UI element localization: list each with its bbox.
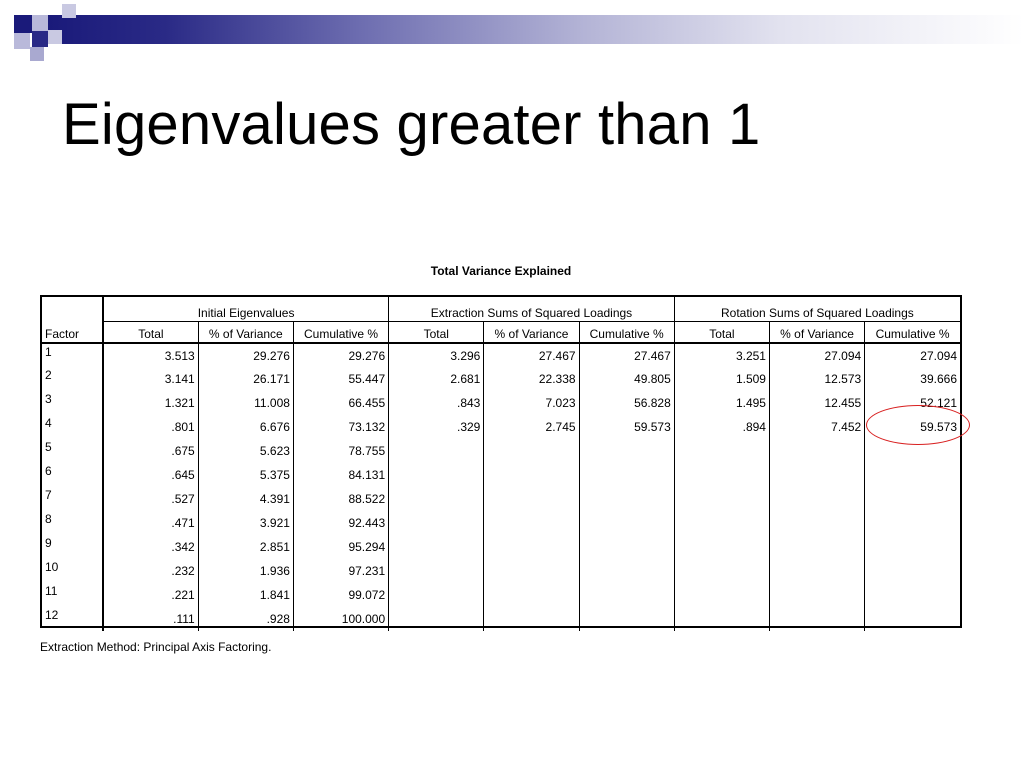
decor-square-light (30, 47, 44, 61)
value-cell (579, 487, 674, 511)
value-cell (579, 463, 674, 487)
value-cell (389, 559, 484, 583)
value-cell: 73.132 (293, 415, 388, 439)
value-cell: 88.522 (293, 487, 388, 511)
value-cell: .527 (103, 487, 198, 511)
value-cell: 55.447 (293, 367, 388, 391)
value-cell: 97.231 (293, 559, 388, 583)
variance-table-body (42, 343, 960, 631)
value-cell: 59.573 (579, 415, 674, 439)
factor-number-cell: 12 (45, 608, 59, 622)
decor-square-light (48, 30, 62, 44)
value-cell (674, 487, 769, 511)
value-cell: 29.276 (293, 343, 388, 367)
value-cell: 95.294 (293, 535, 388, 559)
group-header-initial: Initial Eigenvalues (103, 297, 389, 321)
value-cell (769, 487, 864, 511)
value-cell: 11.008 (198, 391, 293, 415)
value-cell (674, 583, 769, 607)
value-cell: 3.296 (389, 343, 484, 367)
value-cell (674, 463, 769, 487)
table-row (42, 367, 960, 391)
value-cell (674, 607, 769, 631)
value-cell: 52.121 (865, 391, 960, 415)
table-row (42, 439, 960, 463)
value-cell (389, 607, 484, 631)
value-cell (389, 535, 484, 559)
value-cell (484, 535, 579, 559)
column-header-total: Total (103, 321, 198, 343)
table-footnote: Extraction Method: Principal Axis Factoring. (40, 640, 272, 654)
value-cell (484, 511, 579, 535)
value-cell (484, 559, 579, 583)
value-cell: 29.276 (198, 343, 293, 367)
value-cell: 26.171 (198, 367, 293, 391)
table-row (42, 415, 960, 439)
value-cell: .894 (674, 415, 769, 439)
value-cell (769, 439, 864, 463)
factor-number-cell: 11 (45, 584, 58, 598)
value-cell: 7.452 (769, 415, 864, 439)
value-cell: 27.094 (769, 343, 864, 367)
value-cell: 39.666 (865, 367, 960, 391)
value-cell: 49.805 (579, 367, 674, 391)
value-cell (769, 583, 864, 607)
decor-square-light (62, 4, 76, 18)
column-header-cumulative: Cumulative % (579, 321, 674, 343)
factor-number-cell: 4 (45, 416, 52, 430)
value-cell: 84.131 (293, 463, 388, 487)
value-cell (865, 583, 960, 607)
value-cell (389, 487, 484, 511)
value-cell: .843 (389, 391, 484, 415)
variance-table (42, 297, 960, 631)
value-cell: 56.828 (579, 391, 674, 415)
value-cell: 66.455 (293, 391, 388, 415)
column-header-pct-variance: % of Variance (484, 321, 579, 343)
table-row (42, 583, 960, 607)
value-cell: 22.338 (484, 367, 579, 391)
group-header-blank (42, 297, 103, 321)
value-cell: 6.676 (198, 415, 293, 439)
highlight-circle (866, 405, 970, 445)
decor-square-dark (32, 31, 48, 47)
value-cell (579, 511, 674, 535)
value-cell: 3.141 (103, 367, 198, 391)
value-cell (484, 439, 579, 463)
decor-square-light (32, 15, 48, 31)
slide-title: Eigenvalues greater than 1 (62, 92, 761, 157)
value-cell (769, 511, 864, 535)
value-cell: 2.745 (484, 415, 579, 439)
value-cell: 78.755 (293, 439, 388, 463)
value-cell (769, 607, 864, 631)
value-cell: 27.094 (865, 343, 960, 367)
value-cell (674, 439, 769, 463)
value-cell (674, 559, 769, 583)
value-cell (579, 607, 674, 631)
value-cell: 3.921 (198, 511, 293, 535)
group-header-row (42, 297, 960, 321)
value-cell: 1.495 (674, 391, 769, 415)
value-cell (579, 559, 674, 583)
value-cell: 3.251 (674, 343, 769, 367)
value-cell: 12.573 (769, 367, 864, 391)
value-cell: .928 (198, 607, 293, 631)
value-cell (865, 463, 960, 487)
value-cell: 5.623 (198, 439, 293, 463)
value-cell: .232 (103, 559, 198, 583)
value-cell (865, 511, 960, 535)
column-header-total: Total (674, 321, 769, 343)
value-cell: 5.375 (198, 463, 293, 487)
factor-number-cell: 5 (45, 440, 52, 454)
variance-table-frame (40, 295, 962, 628)
value-cell: 27.467 (484, 343, 579, 367)
value-cell: .342 (103, 535, 198, 559)
table-row (42, 559, 960, 583)
value-cell: 1.936 (198, 559, 293, 583)
value-cell: .801 (103, 415, 198, 439)
value-cell: 1.509 (674, 367, 769, 391)
table-row (42, 463, 960, 487)
column-header-factor: Factor (42, 321, 103, 343)
factor-number-cell: 6 (45, 464, 52, 478)
column-header-cumulative: Cumulative % (865, 321, 960, 343)
value-cell: 99.072 (293, 583, 388, 607)
value-cell (579, 583, 674, 607)
value-cell (579, 535, 674, 559)
table-row (42, 511, 960, 535)
value-cell: 3.513 (103, 343, 198, 367)
value-cell: .329 (389, 415, 484, 439)
value-cell (769, 535, 864, 559)
value-cell: 59.573 (865, 415, 960, 439)
value-cell: 2.851 (198, 535, 293, 559)
value-cell: 2.681 (389, 367, 484, 391)
value-cell (484, 583, 579, 607)
value-cell (484, 463, 579, 487)
value-cell (865, 487, 960, 511)
value-cell (865, 607, 960, 631)
table-row (42, 607, 960, 631)
value-cell: 12.455 (769, 391, 864, 415)
value-cell (865, 559, 960, 583)
factor-number-cell: 2 (45, 368, 52, 382)
value-cell (579, 439, 674, 463)
value-cell: .645 (103, 463, 198, 487)
factor-number-cell: 1 (45, 345, 52, 359)
value-cell (389, 511, 484, 535)
factor-number-cell: 7 (45, 488, 52, 502)
value-cell (769, 463, 864, 487)
factor-number-cell: 8 (45, 512, 52, 526)
decor-square-dark (14, 15, 32, 33)
value-cell: 1.321 (103, 391, 198, 415)
value-cell: 7.023 (484, 391, 579, 415)
table-row (42, 487, 960, 511)
decor-square-light (14, 33, 30, 49)
column-header-pct-variance: % of Variance (198, 321, 293, 343)
value-cell (484, 607, 579, 631)
group-header-rotation: Rotation Sums of Squared Loadings (674, 297, 960, 321)
table-title: Total Variance Explained (430, 264, 572, 278)
value-cell: .675 (103, 439, 198, 463)
header-gradient-band (48, 15, 1024, 44)
column-header-cumulative: Cumulative % (293, 321, 388, 343)
value-cell: .221 (103, 583, 198, 607)
value-cell (769, 559, 864, 583)
value-cell: 92.443 (293, 511, 388, 535)
column-header-row (42, 321, 960, 343)
factor-number-cell: 10 (45, 560, 59, 574)
value-cell: 1.841 (198, 583, 293, 607)
value-cell: 4.391 (198, 487, 293, 511)
value-cell (865, 535, 960, 559)
value-cell: .471 (103, 511, 198, 535)
value-cell (389, 439, 484, 463)
value-cell: .111 (103, 607, 198, 631)
value-cell (389, 463, 484, 487)
value-cell (389, 583, 484, 607)
value-cell: 27.467 (579, 343, 674, 367)
column-header-total: Total (389, 321, 484, 343)
column-header-pct-variance: % of Variance (769, 321, 864, 343)
table-row (42, 343, 960, 367)
table-row (42, 535, 960, 559)
factor-number-cell: 3 (45, 392, 52, 406)
table-row (42, 391, 960, 415)
value-cell (674, 535, 769, 559)
value-cell (484, 487, 579, 511)
group-header-extraction: Extraction Sums of Squared Loadings (389, 297, 675, 321)
value-cell: 100.000 (293, 607, 388, 631)
factor-number-cell: 9 (45, 536, 52, 550)
value-cell (674, 511, 769, 535)
